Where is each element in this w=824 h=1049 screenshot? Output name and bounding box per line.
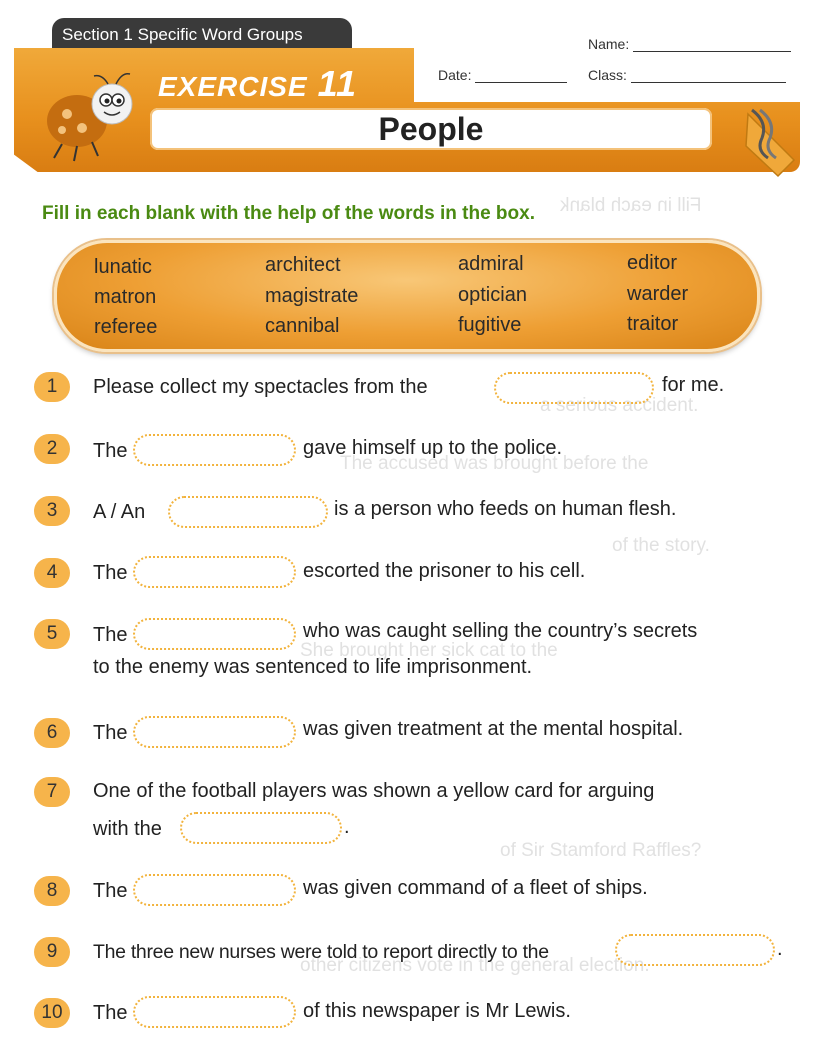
section-tab <box>52 18 352 52</box>
question-text: The <box>93 722 128 744</box>
ghost-text: The accused was brought before the <box>340 453 649 474</box>
question-text: Please collect my spectacles from the <box>93 376 428 398</box>
question-text: The <box>93 624 128 646</box>
ghost-text: She brought her sick cat to the <box>300 640 558 661</box>
ghost-text: other citizens vote in the general election. <box>300 955 650 976</box>
question-text: was given treatment at the mental hospital. <box>303 718 684 740</box>
date-label: Date: <box>438 67 472 83</box>
question-number-badge: 10 <box>34 998 70 1028</box>
answer-blank[interactable] <box>133 556 296 588</box>
section-label: Section 1 Specific Word Groups <box>62 25 303 44</box>
ghost-text: of the story. <box>612 535 710 556</box>
answer-blank[interactable] <box>133 716 296 748</box>
answer-blank[interactable] <box>133 434 296 466</box>
question-text: . <box>777 938 783 960</box>
date-line[interactable] <box>475 68 567 83</box>
word-item: cannibal <box>265 315 340 337</box>
question-text: for me. <box>662 374 725 396</box>
question-text: One of the football players was shown a yellow card for arguing <box>93 780 655 802</box>
question-number-badge: 2 <box>34 434 70 464</box>
exercise-label: EXERCISE <box>158 71 308 102</box>
word-item: fugitive <box>458 314 522 336</box>
question-number-badge: 7 <box>34 777 70 807</box>
answer-blank[interactable] <box>180 812 342 844</box>
ghost-text: a serious accident. <box>540 395 699 416</box>
answer-blank[interactable] <box>494 372 654 404</box>
class-field[interactable] <box>588 67 786 83</box>
word-item: lunatic <box>94 256 152 278</box>
question-text: who was caught selling the country’s secrets <box>303 620 698 642</box>
question-number-badge: 3 <box>34 496 70 526</box>
word-item: traitor <box>627 313 679 335</box>
question-text: escorted the prisoner to his cell. <box>303 560 586 582</box>
word-item: admiral <box>458 253 524 275</box>
class-label: Class: <box>588 67 627 83</box>
question-number-badge: 4 <box>34 558 70 588</box>
question-text: The <box>93 1002 128 1024</box>
question-text: A / An <box>93 501 146 523</box>
exercise-number: 11 <box>317 63 357 104</box>
date-field[interactable] <box>438 67 567 83</box>
question-text: gave himself up to the police. <box>303 437 563 459</box>
question-text: The <box>93 880 128 902</box>
word-item: optician <box>458 284 527 306</box>
instruction-text: Fill in each blank with the help of the words in the box. <box>42 203 535 224</box>
question-number-badge: 5 <box>34 619 70 649</box>
ghost-text: of Sir Stamford Raffles? <box>500 840 702 861</box>
question-text: The <box>93 562 128 584</box>
answer-blank[interactable] <box>133 618 296 650</box>
word-item: referee <box>94 316 158 338</box>
paper-clip-icon <box>738 108 804 187</box>
question-number-badge: 6 <box>34 718 70 748</box>
name-line[interactable] <box>633 37 791 52</box>
exercise-title <box>158 63 357 105</box>
question-text: is a person who feeds on human flesh. <box>334 498 677 520</box>
question-text: was given command of a fleet of ships. <box>303 877 648 899</box>
word-item: matron <box>94 286 157 308</box>
class-line[interactable] <box>631 68 786 83</box>
word-item: magistrate <box>265 285 359 307</box>
topic-title: People <box>150 108 712 150</box>
question-number-badge: 8 <box>34 876 70 906</box>
bug-mascot-icon <box>32 66 152 171</box>
question-text: The <box>93 440 128 462</box>
question-text: The three new nurses were told to report directly to the <box>93 941 549 963</box>
question-text: with the <box>93 818 162 840</box>
word-item: editor <box>627 252 678 274</box>
question-text: . <box>344 816 350 838</box>
word-item: warder <box>627 283 689 305</box>
name-field[interactable] <box>588 36 791 52</box>
question-text: to the enemy was sentenced to life imprisonment. <box>93 656 533 678</box>
answer-blank[interactable] <box>133 996 296 1028</box>
answer-blank[interactable] <box>133 874 296 906</box>
question-number-badge: 9 <box>34 937 70 967</box>
question-text: of this newspaper is Mr Lewis. <box>303 1000 571 1022</box>
name-label: Name: <box>588 36 630 52</box>
word-item: architect <box>265 254 341 276</box>
answer-blank[interactable] <box>615 934 775 966</box>
question-number-badge: 1 <box>34 372 70 402</box>
ghost-text: Fill in each blank <box>560 195 702 216</box>
answer-blank[interactable] <box>168 496 328 528</box>
